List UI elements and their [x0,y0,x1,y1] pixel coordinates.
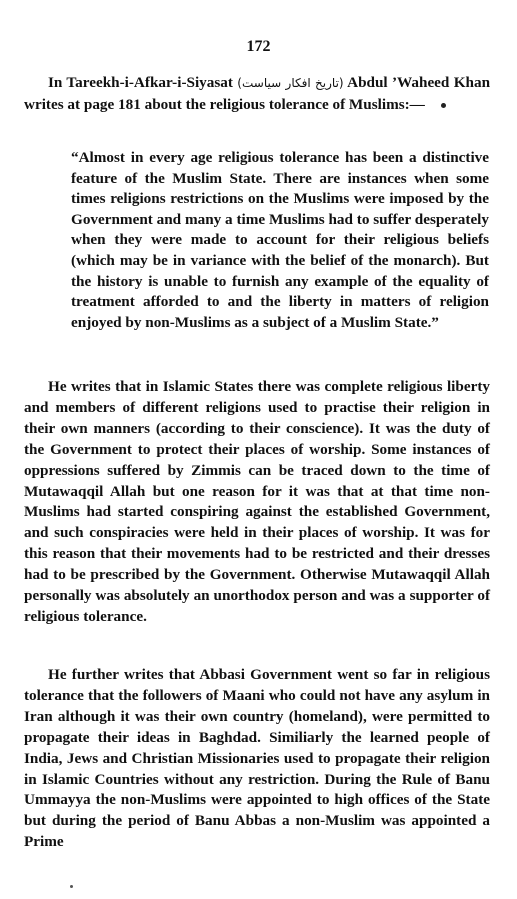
page-number: 172 [246,38,271,55]
block-quote: “Almost in every age religious tolerance has been a distinctive feature of the Muslim State. There are instances when some times religions restrictions on the Muslims were imposed by the Government and many a time Muslims had to suffer desperately when they were made to account for their religious beliefs (which may be in variance with the belief of the monarch). But the history is unable to furnish any example of the equality of treatment afforded to and the liberty in matters of religion enjoyed by non-Muslims as a subject of a Muslim State.” [71,149,489,331]
footer-dot [70,885,73,888]
ink-mark [441,103,446,108]
urdu-title: (تاریخ افکار سیاست) [237,76,344,90]
body-paragraph-3: He further writes that Abbasi Government went so far in religious tolerance that the followers of Maani who could not have any asylum in Iran although it was their own country (homeland), were permitted to propagate their ideas in Baghdad. Similiarly the learned people of India, Jews and Christian Missionaries used to propagate their religion in Islamic Countries without any restriction. During the Rule of Banu Ummayya the non-Muslims were appointed to high offices of the State but during the period of Banu Abbas a non-Muslim was appointed a Prime [24,666,490,851]
intro-paragraph [24,72,490,115]
intro-text-before: In Tareekh-i-Afkar-i-Siyasat [48,74,233,91]
body-paragraph-2: He writes that in Islamic States there was complete religious liberty and members of different religions used to practise their religion in their own manners (according to their conscience). It was the duty of the Government to protect their places of worship. Some instances of oppressions suffered by Zimmis can be traced down to the time of Mutawaqqil Allah but one reason for it was that at that time non-Muslims had started conspiring against the established Government, and such conspiracies were held in their places of worship. It was for this reason that their movements had to be restricted and their dresses had to be prescribed by the Government. Otherwise Mutawaqqil Allah personally was absolutely an unorthodox person and was a supporter of religious tolerance. [24,378,490,625]
intro-text-after: Abdul ’Waheed Khan writes at page 181 about the religious tolerance of Muslims:— [24,74,491,113]
